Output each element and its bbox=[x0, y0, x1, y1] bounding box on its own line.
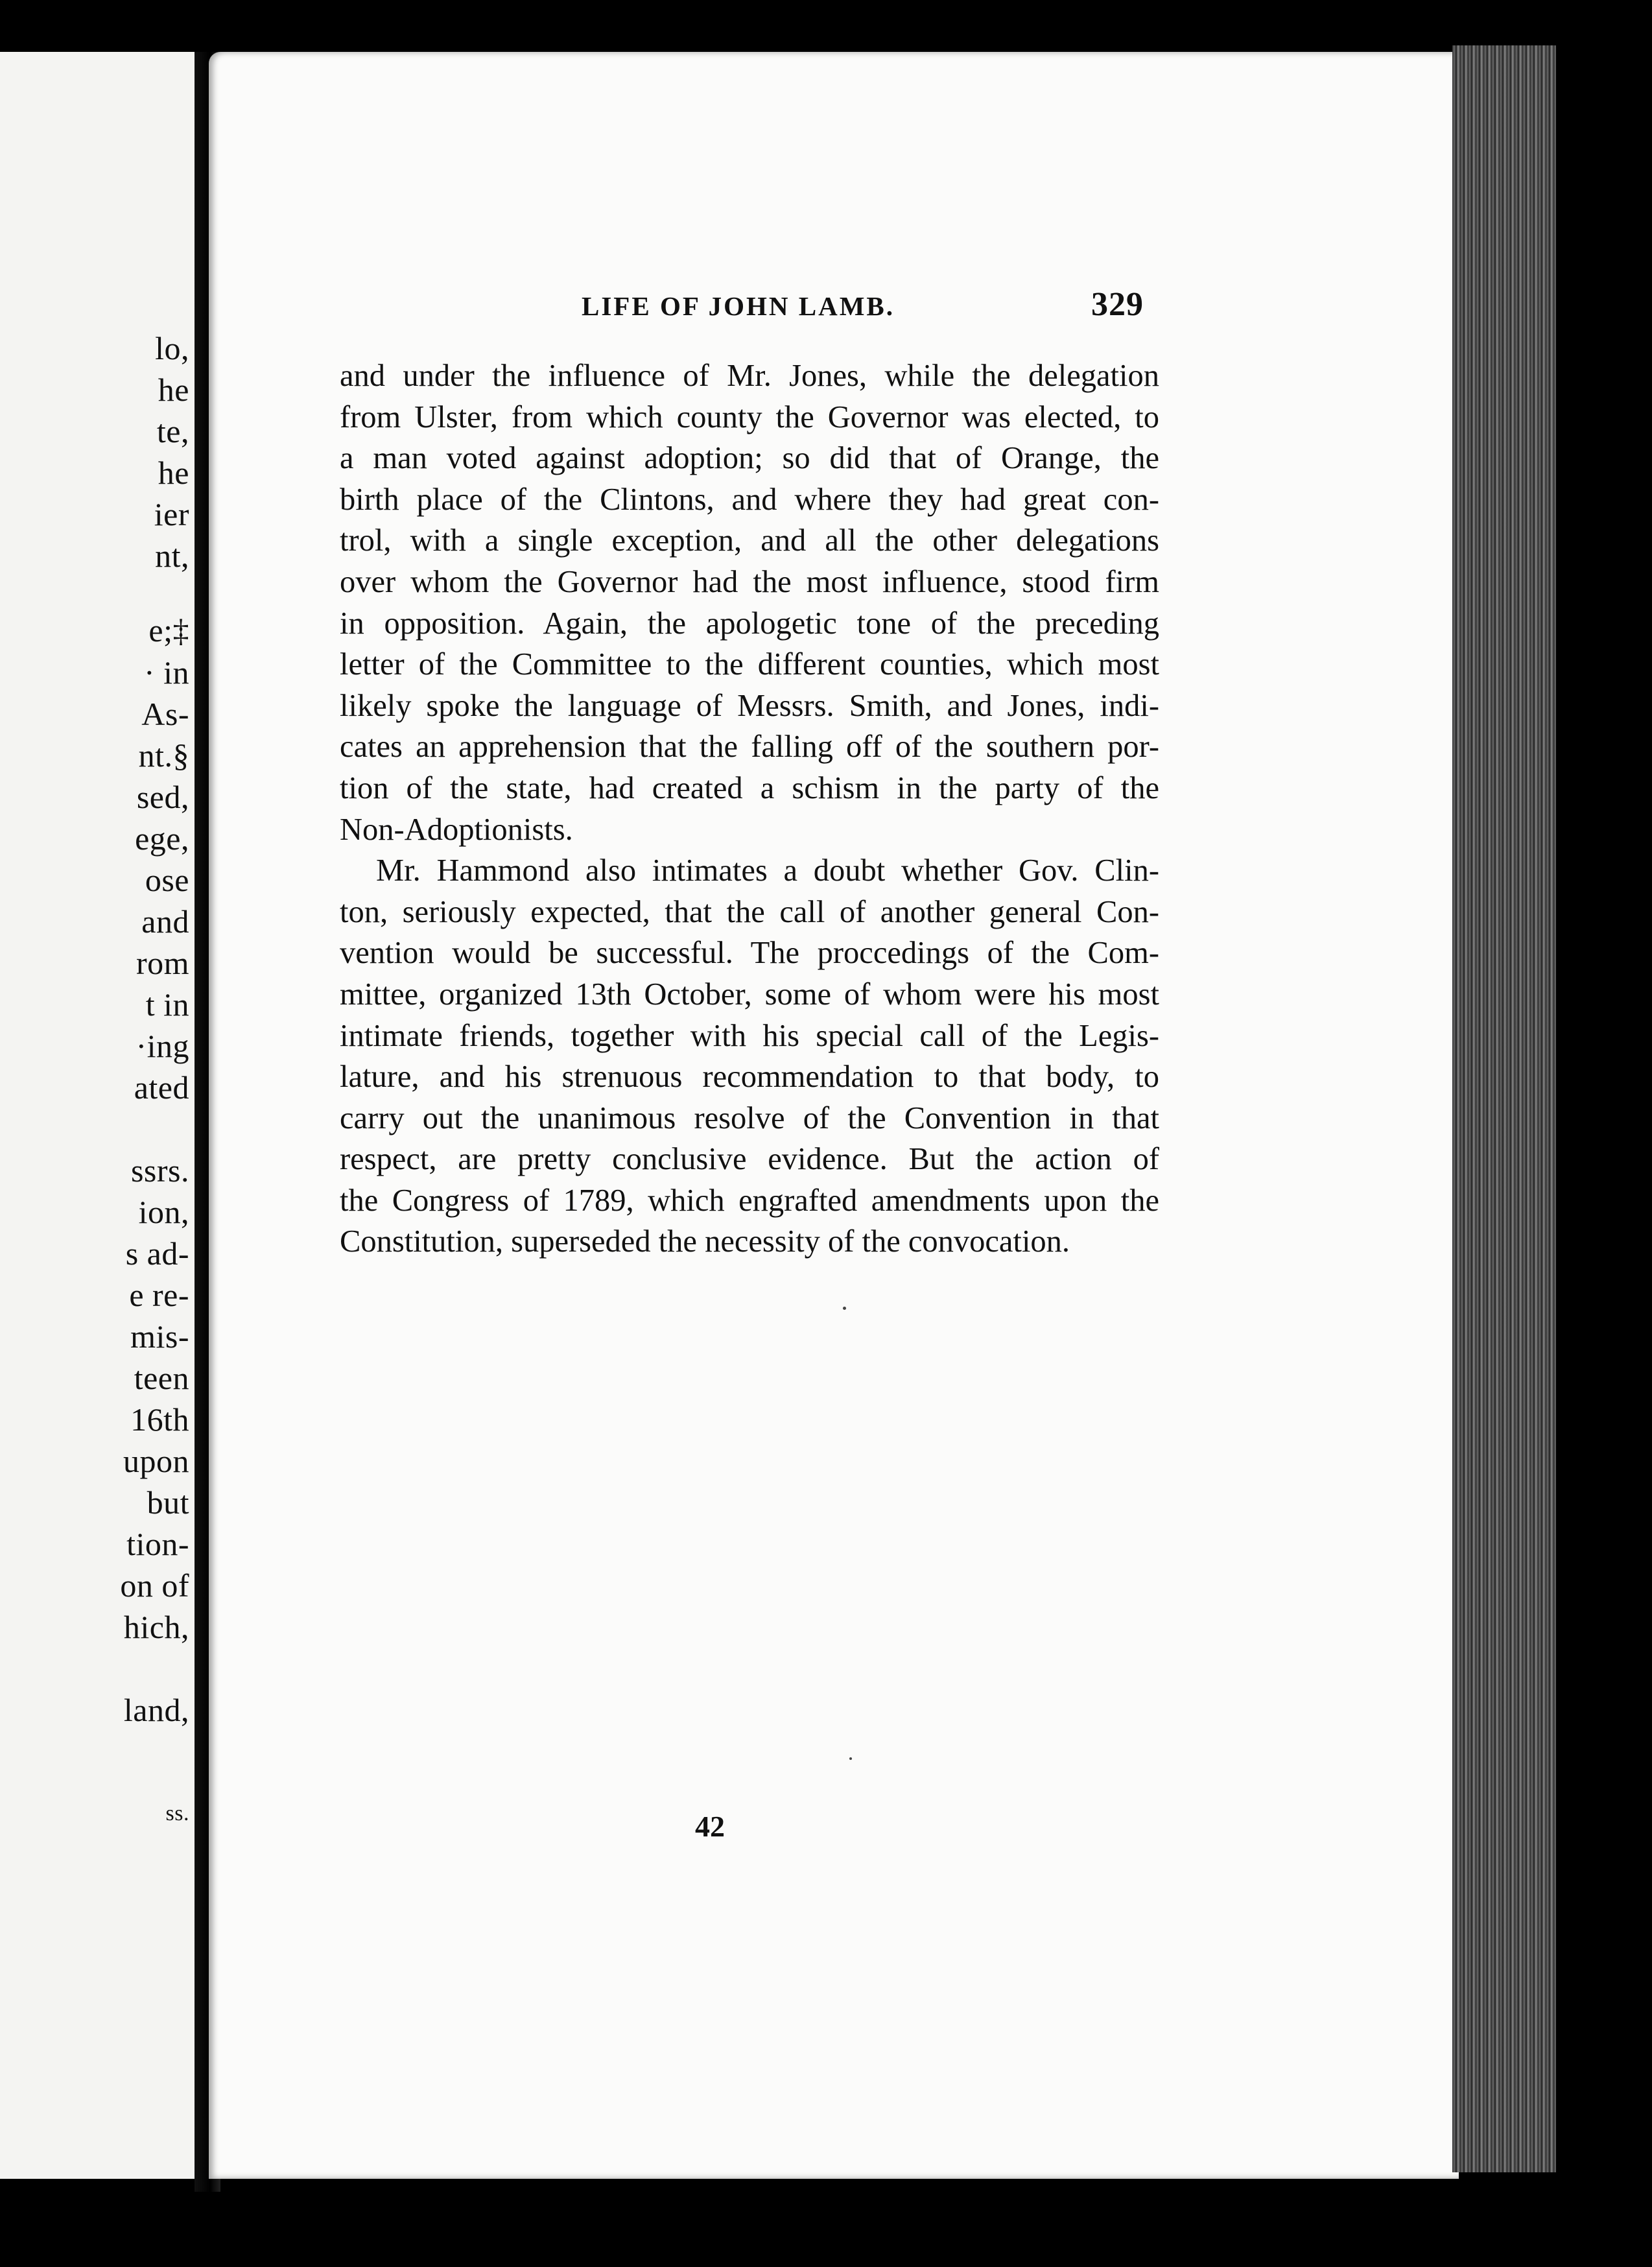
scan-speck bbox=[843, 1307, 846, 1310]
previous-page-line: ssrs. bbox=[130, 1152, 189, 1189]
previous-page-line: t in bbox=[145, 986, 189, 1023]
previous-page-line: and bbox=[141, 903, 189, 940]
previous-page-line: nt, bbox=[155, 538, 189, 574]
scan-background bbox=[1556, 45, 1652, 2185]
previous-page-line: te, bbox=[156, 413, 189, 449]
text-line: the Congress of 1789, which engrafted amendments upon the bbox=[340, 1183, 1159, 1218]
previous-page-line: he bbox=[158, 372, 189, 408]
previous-page-line: e;‡ bbox=[148, 612, 189, 648]
text-line: mittee, organized 13th October, some of whom were his most bbox=[340, 977, 1159, 1012]
previous-page-line: he bbox=[158, 455, 189, 491]
previous-page-line: tion- bbox=[126, 1526, 189, 1562]
text-line: respect, are pretty conclusive evidence. But the action of bbox=[340, 1142, 1159, 1177]
previous-page-line: ss. bbox=[165, 1801, 189, 1825]
paragraph-end-line: Constitution, superseded the necessity of the convocation. bbox=[340, 1224, 1070, 1259]
page-stack-edge bbox=[1452, 45, 1556, 2172]
previous-page-line: but bbox=[147, 1484, 189, 1521]
text-line: in opposition. Again, the apologetic tone of the preceding bbox=[340, 606, 1159, 641]
text-line: letter of the Committee to the different counties, which most bbox=[340, 647, 1159, 682]
previous-page-line: ated bbox=[134, 1069, 189, 1106]
previous-page-line: upon bbox=[123, 1443, 189, 1479]
text-line: cates an apprehension that the falling off of the southern por- bbox=[340, 730, 1159, 765]
text-line: over whom the Governor had the most influence, stood firm bbox=[340, 564, 1159, 599]
text-line: tion of the state, had created a schism in the party of the bbox=[340, 770, 1159, 805]
previous-page-line: teen bbox=[134, 1360, 189, 1396]
page-number: 329 bbox=[1091, 286, 1144, 323]
paragraph-start-line: Mr. Hammond also intimates a doubt whether Gov. Clin- bbox=[376, 853, 1159, 888]
text-line: from Ulster, from which county the Governor was elected, to bbox=[340, 399, 1159, 434]
signature-mark: 42 bbox=[695, 1810, 725, 1843]
previous-page-line: land, bbox=[123, 1692, 189, 1728]
text-line: lature, and his strenuous recommendation to that body, to bbox=[340, 1060, 1159, 1095]
running-head: LIFE OF JOHN LAMB. bbox=[582, 291, 895, 321]
previous-page-line: ege, bbox=[135, 820, 189, 857]
previous-page-line: As- bbox=[141, 696, 189, 732]
previous-page-line: e re- bbox=[129, 1277, 189, 1313]
text-line: ton, seriously expected, that the call of another general Con- bbox=[340, 894, 1159, 929]
text-line: trol, with a single exception, and all the other delegations bbox=[340, 523, 1159, 558]
previous-page-line: ion, bbox=[138, 1194, 189, 1230]
previous-page-line: · in bbox=[143, 654, 189, 691]
previous-page-line: ier bbox=[154, 496, 189, 532]
previous-page-line: hich, bbox=[123, 1609, 189, 1645]
previous-page-line: ose bbox=[145, 862, 189, 898]
previous-page-line: nt.§ bbox=[138, 737, 189, 774]
text-line: vention would be successful. The proccedings of the Com- bbox=[340, 936, 1159, 971]
text-line: a man voted against adoption; so did that of Orange, the bbox=[340, 441, 1159, 476]
previous-page-line: rom bbox=[136, 945, 189, 981]
previous-page-line: 16th bbox=[130, 1401, 189, 1438]
text-line: intimate friends, together with his special call of the Legis- bbox=[340, 1018, 1159, 1053]
text-line: likely spoke the language of Messrs. Smith, and Jones, indi- bbox=[340, 688, 1159, 723]
paragraph-end-line: Non-Adoptionists. bbox=[340, 812, 573, 847]
text-line: birth place of the Clintons, and where they had great con- bbox=[340, 482, 1159, 517]
scan-speck bbox=[849, 1757, 852, 1760]
previous-page-line: ·ing bbox=[136, 1028, 189, 1064]
previous-page-line: sed, bbox=[136, 779, 189, 815]
text-line: and under the influence of Mr. Jones, while the delegation bbox=[340, 359, 1159, 393]
previous-page-line: lo, bbox=[155, 330, 189, 366]
body-text bbox=[340, 355, 1159, 1263]
previous-page-line: s ad- bbox=[125, 1235, 189, 1272]
previous-page-line: mis- bbox=[130, 1318, 189, 1355]
previous-page bbox=[0, 52, 196, 2179]
previous-page-line: on of bbox=[120, 1567, 189, 1604]
text-line: carry out the unanimous resolve of the Convention in that bbox=[340, 1100, 1159, 1135]
